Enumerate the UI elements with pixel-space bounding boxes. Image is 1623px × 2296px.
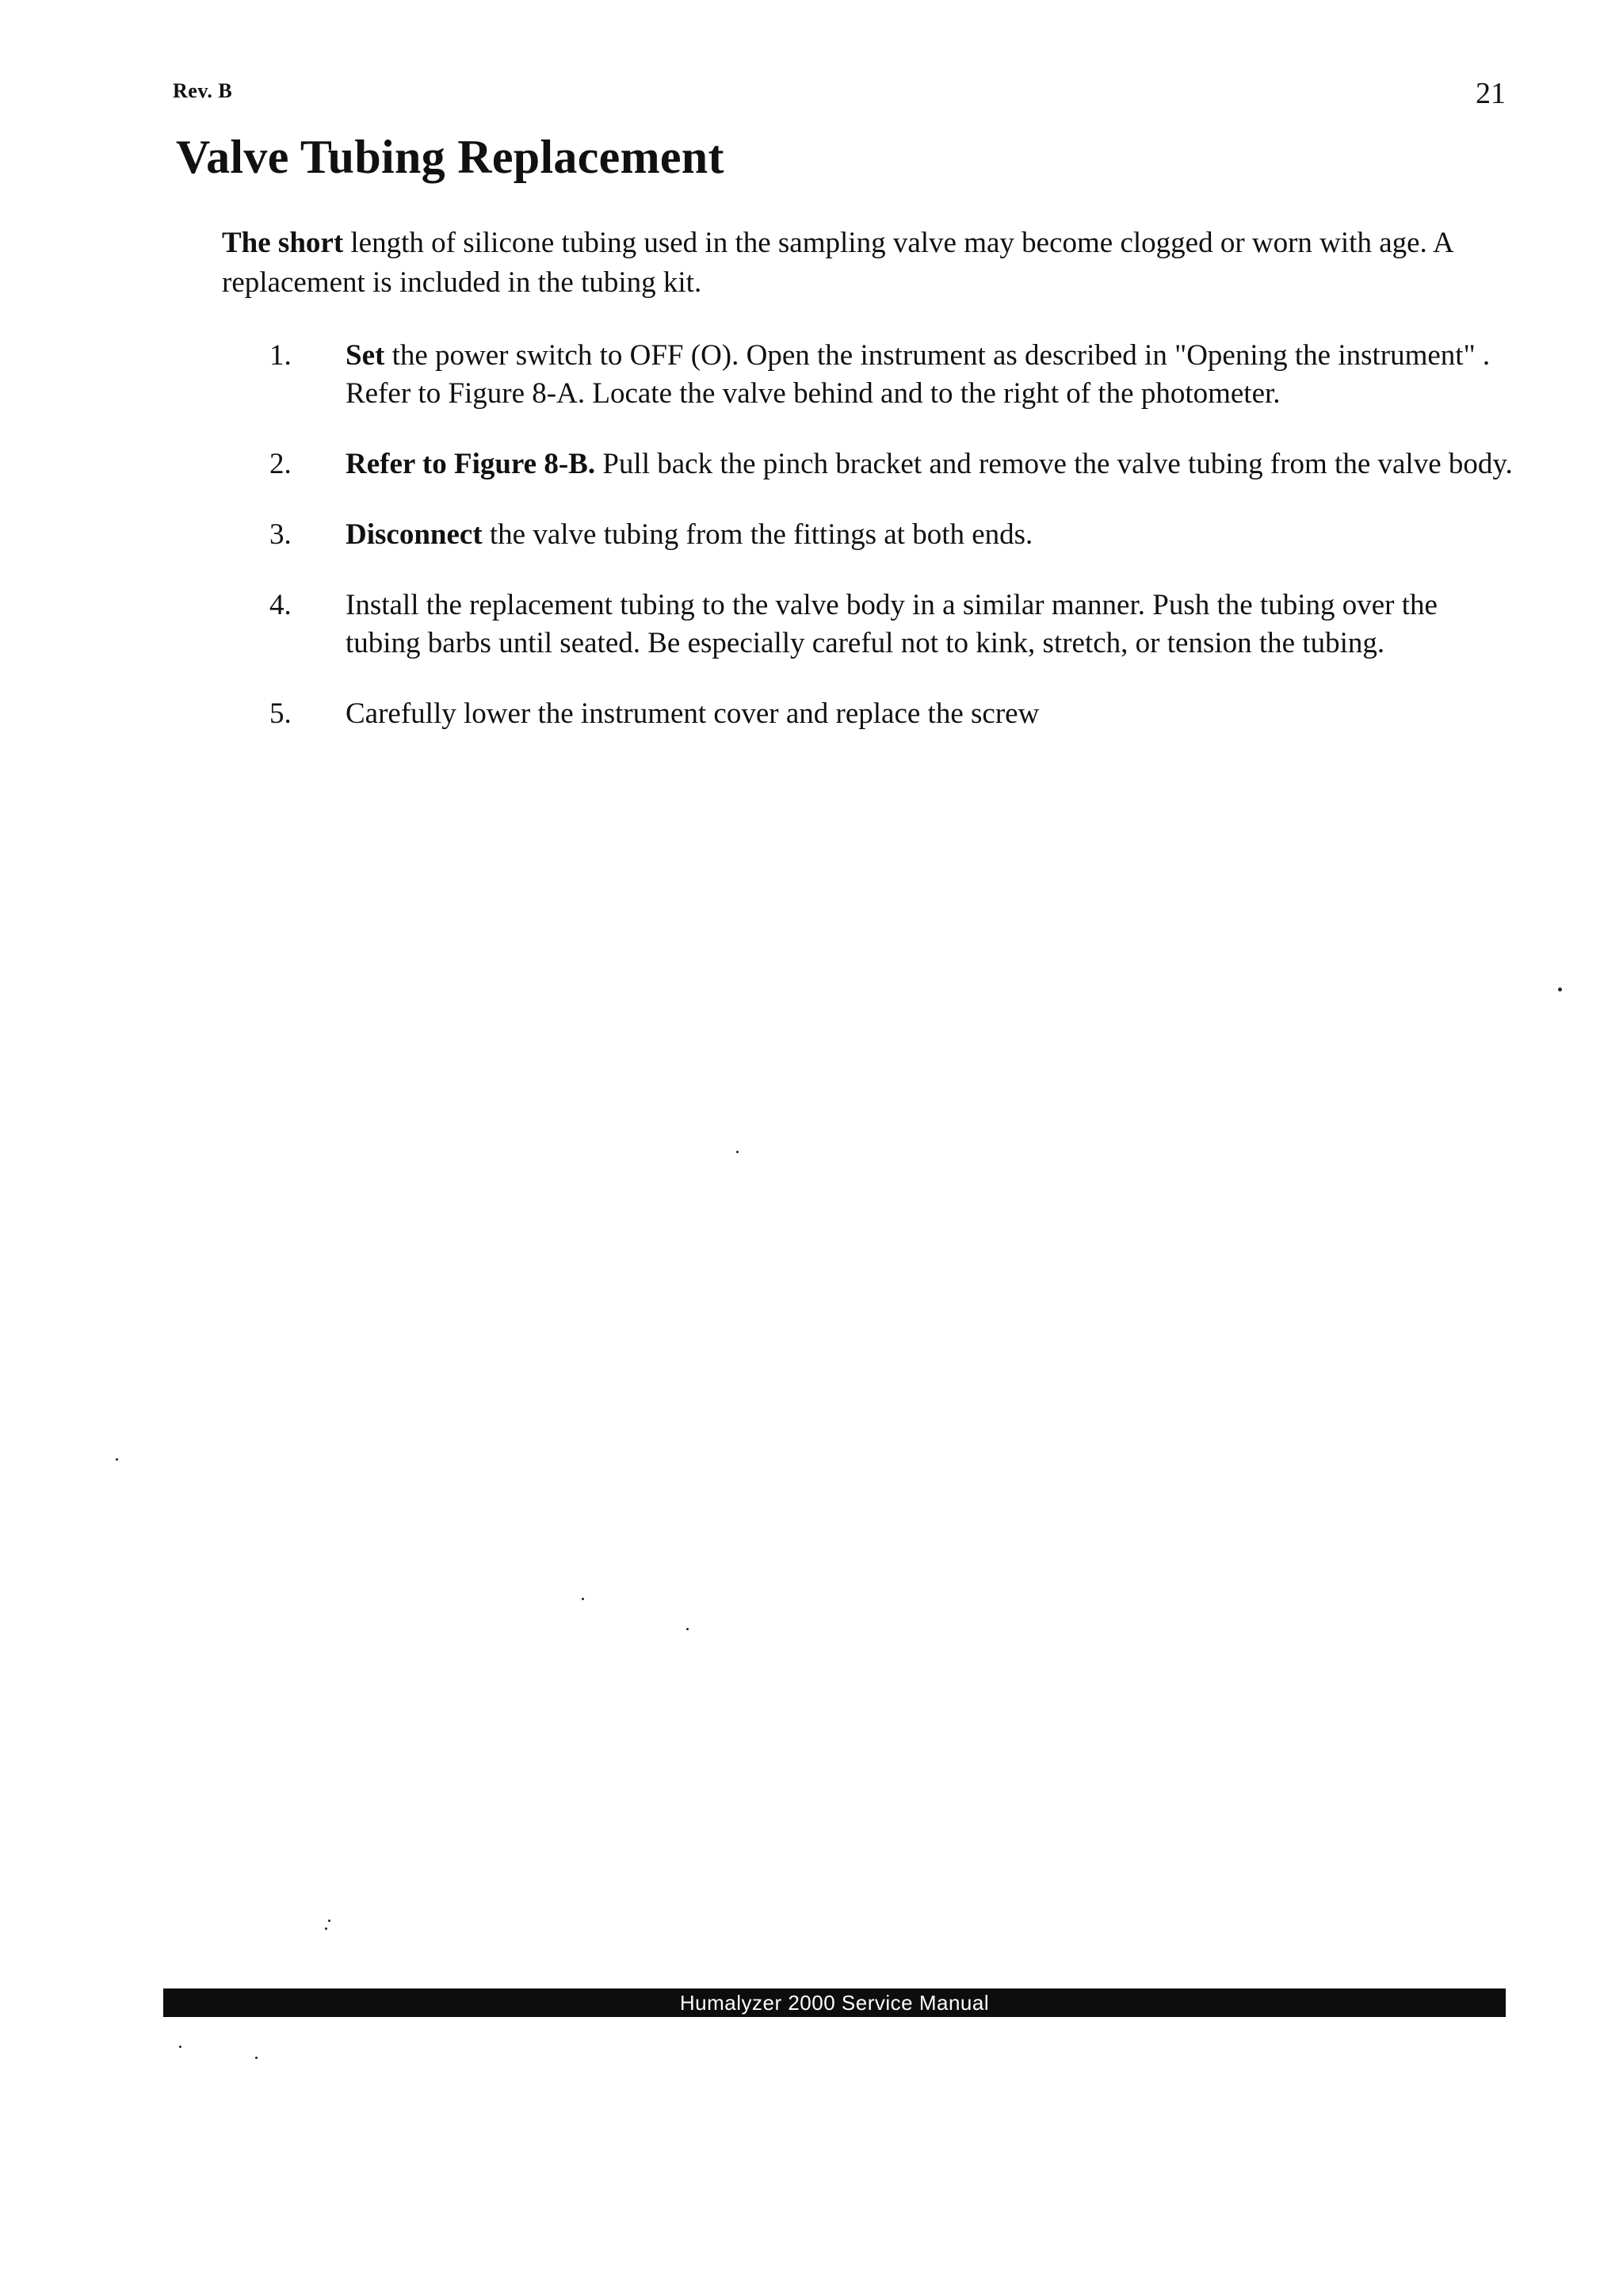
step-number: 2. bbox=[269, 448, 292, 480]
step-lead: Refer to Figure 8-B. bbox=[346, 448, 596, 480]
footer-bar bbox=[163, 1988, 1506, 2017]
step-text: Install the replacement tubing to the valve body in a similar manner. Push the tubing over the tubing barbs until seated. Be especially careful not to kink, stretch, or tension the tubing. bbox=[346, 589, 1438, 659]
step-text: Pull back the pinch bracket and remove the valve tubing from the valve body. bbox=[595, 448, 1513, 480]
step-text: the power switch to OFF (O). Open the instrument as described in "Opening the instrument" . Refer to Figure 8-A. Locate the valve behind and to the right of the photometer. bbox=[346, 339, 1491, 410]
scan-speck bbox=[179, 2046, 181, 2048]
revision-label: Rev. B bbox=[173, 79, 233, 102]
step-item bbox=[222, 516, 1514, 554]
step-text: the valve tubing from the fittings at both ends. bbox=[482, 518, 1033, 551]
intro-paragraph bbox=[222, 223, 1510, 303]
scan-speck bbox=[582, 1598, 584, 1600]
step-item bbox=[222, 337, 1514, 413]
step-number: 3. bbox=[269, 518, 292, 551]
step-lead: Disconnect bbox=[346, 518, 483, 551]
intro-text: length of silicone tubing used in the sampling valve may become clogged or worn with age. A replacement is included in the tubing kit. bbox=[222, 227, 1453, 299]
step-item bbox=[222, 695, 1514, 733]
intro-lead: The short bbox=[222, 227, 344, 259]
step-number: 4. bbox=[269, 589, 292, 621]
step-item bbox=[222, 445, 1514, 483]
step-number: 5. bbox=[269, 697, 292, 730]
scan-speck bbox=[736, 1151, 739, 1153]
footer-title: Humalyzer 2000 Service Manual bbox=[679, 1990, 990, 2015]
step-text: Carefully lower the instrument cover and replace the screw bbox=[346, 697, 1040, 730]
scan-speck bbox=[116, 1458, 118, 1461]
scan-speck bbox=[255, 2057, 258, 2059]
scan-speck bbox=[325, 1927, 327, 1930]
scan-speck bbox=[328, 1920, 330, 1922]
section-title: Valve Tubing Replacement bbox=[176, 131, 724, 183]
page-number: 21 bbox=[1476, 77, 1506, 110]
step-item bbox=[222, 586, 1514, 663]
scan-speck bbox=[1558, 988, 1562, 991]
step-list bbox=[222, 337, 1514, 766]
scan-speck bbox=[686, 1628, 689, 1630]
step-lead: Set bbox=[346, 339, 385, 372]
step-number: 1. bbox=[269, 339, 292, 372]
